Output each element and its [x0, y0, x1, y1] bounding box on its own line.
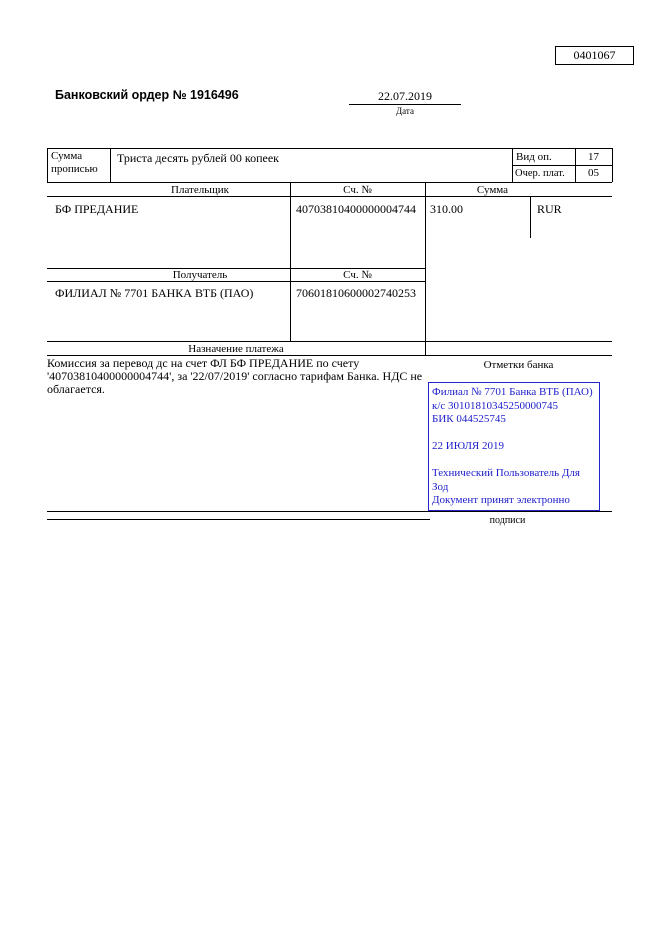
- table-border: [47, 196, 612, 197]
- stamp-line: [432, 427, 596, 441]
- table-border: [47, 148, 612, 149]
- table-border: [47, 148, 48, 182]
- payer-account-column-header: Сч. №: [343, 184, 372, 196]
- payee-column-header: Получатель: [172, 269, 228, 281]
- table-border: [47, 519, 430, 520]
- signatures-label: подписи: [489, 515, 526, 526]
- table-border: [512, 165, 612, 166]
- table-border: [512, 148, 513, 182]
- table-border: [47, 341, 612, 342]
- table-border: [530, 196, 531, 238]
- amount-words-value: Триста десять рублей 00 копеек: [117, 151, 279, 165]
- stamp-line: к/с 30101810345250000745: [432, 399, 559, 412]
- table-border: [110, 148, 111, 182]
- date-value: 22.07.2019: [378, 89, 432, 103]
- amount-column-header: Сумма: [476, 184, 509, 196]
- amount-currency: RUR: [537, 202, 562, 216]
- payer-account-number: 40703810400000004744: [296, 202, 416, 216]
- operation-type-label: Вид оп.: [516, 151, 552, 163]
- payee-account-number: 70601810600002740253: [296, 286, 416, 300]
- table-border: [47, 511, 612, 512]
- table-border: [612, 148, 613, 182]
- table-border: [47, 281, 425, 282]
- stamp-line: 22 ИЮЛЯ 2019: [432, 440, 504, 452]
- bank-marks-header: Отметки банка: [483, 359, 554, 371]
- stamp-line: Технический Пользователь Для Зод: [432, 467, 580, 493]
- payment-priority-label: Очер. плат.: [515, 168, 565, 179]
- purpose-header: Назначение платежа: [188, 343, 284, 355]
- form-code-box: 0401067: [555, 46, 634, 65]
- operation-type-value: 17: [588, 151, 599, 163]
- purpose-text: Комиссия за перевод дс на счет ФЛ БФ ПРЕДАНИЕ по счету '40703810400000004744', за '22/07/2019' согласно тарифам Банка. НДС не облагается.: [47, 356, 423, 397]
- payment-priority-value: 05: [588, 167, 599, 179]
- payee-name: ФИЛИАЛ № 7701 БАНКА ВТБ (ПАО): [55, 286, 254, 300]
- payer-column-header: Плательщик: [171, 184, 229, 196]
- bank-stamp: [428, 382, 600, 511]
- payee-account-column-header: Сч. №: [343, 269, 372, 281]
- amount-words-label: Сумма прописью: [51, 150, 98, 175]
- stamp-line: Филиал № 7701 Банка ВТБ (ПАО): [432, 386, 593, 398]
- document-title: Банковский ордер № 1916496: [55, 88, 239, 102]
- table-border: [290, 182, 291, 341]
- table-border: [47, 182, 612, 183]
- stamp-line: Документ принят электронно: [432, 494, 570, 506]
- date-label: Дата: [396, 106, 414, 116]
- table-border: [425, 182, 426, 355]
- payer-name: БФ ПРЕДАНИЕ: [55, 202, 139, 216]
- date-underline: [349, 104, 461, 105]
- stamp-line: БИК 044525745: [432, 413, 506, 425]
- stamp-line: [432, 454, 596, 468]
- amount-value: 310.00: [430, 202, 463, 216]
